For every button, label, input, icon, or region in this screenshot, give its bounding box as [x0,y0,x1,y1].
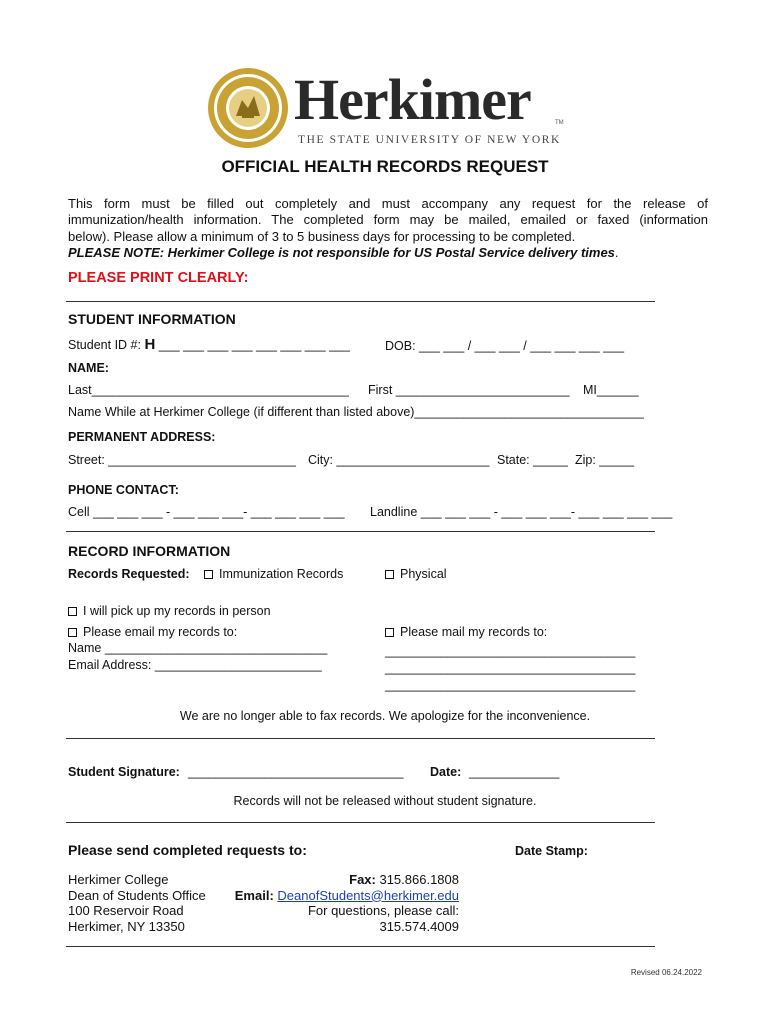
email-label: Email: [234,887,274,903]
pickup-option[interactable] [68,604,271,618]
fax-line [200,872,459,888]
checkbox-icon[interactable] [68,607,77,616]
checkbox-icon[interactable] [385,570,394,579]
divider [66,946,655,947]
mail-address-line-1[interactable]: ____________________________________ [385,644,636,658]
questions-text: For questions, please call: [307,903,459,918]
logo-tagline: THE STATE UNIVERSITY OF NEW YORK [298,134,561,146]
logo [206,64,566,154]
student-id-prefix: H [144,336,156,353]
email-option[interactable] [68,625,237,639]
intro-line-3: below). Please allow a minimum of 3 to 5 business days for processing to be completed. [68,228,576,244]
divider [66,531,655,532]
student-id-blanks: ___ ___ ___ ___ ___ ___ ___ ___ [158,338,350,352]
signature-field[interactable]: _______________________________ [188,765,404,779]
divider [66,301,655,302]
checkbox-icon[interactable] [68,628,77,637]
intro-line-2: immunization/health information. The completed form may be mailed, emailed or faxed (information [68,212,708,228]
immunization-label: Immunization Records [219,567,344,581]
page-title: OFFICIAL HEALTH RECORDS REQUEST [221,157,549,176]
mail-option-label: Please mail my records to: [400,625,548,639]
name-heading: NAME: [68,361,109,375]
physical-option[interactable] [385,567,447,581]
revised-date: Revised 06.24.2022 [630,968,702,977]
signature-note: Records will not be released without student signature. [233,794,537,808]
divider [66,822,655,823]
cell-field[interactable]: Cell ___ ___ ___ - ___ ___ ___- ___ ___ ___ ___ [68,505,345,519]
email-line [200,888,459,904]
address-line: Herkimer College [68,872,169,887]
intro-note-text: PLEASE NOTE: Herkimer College is not responsible for US Postal Service delivery times [68,245,615,261]
address-line: Herkimer, NY 13350 [68,918,185,934]
date-field[interactable]: _____________ [469,765,560,779]
logo-wordmark: Herkimer [294,67,531,132]
records-requested-label: Records Requested: [68,567,190,581]
zip-field[interactable]: Zip: _____ [575,453,635,467]
phone-heading: PHONE CONTACT: [68,483,179,497]
checkbox-icon[interactable] [204,570,213,579]
mail-address-line-3[interactable]: ____________________________________ [385,678,636,692]
last-name-field[interactable]: Last_____________________________________ [68,383,349,397]
city-field[interactable]: City: ______________________ [308,453,490,467]
state-field[interactable]: State: _____ [497,453,568,467]
intro-note-end: . [614,245,619,261]
date-stamp-label: Date Stamp: [515,844,588,858]
intro-note [68,245,708,261]
street-field[interactable]: Street: ___________________________ [68,453,296,467]
email-option-label: Please email my records to: [83,625,238,639]
address-heading: PERMANENT ADDRESS: [68,430,216,444]
fax-number: 315.866.1808 [375,872,459,887]
divider [66,738,655,739]
pickup-label: I will pick up my records in person [83,604,271,618]
intro-line-1: This form must be filled out completely and must accompany any request for the release of [68,196,708,211]
email-name-field[interactable]: Name ________________________________ [68,641,328,655]
checkbox-icon[interactable] [385,628,394,637]
intro-text [68,196,708,262]
send-heading: Please send completed requests to: [68,842,307,858]
address-line: 100 Reservoir Road [68,903,184,918]
dob-field[interactable]: DOB: ___ ___ / ___ ___ / ___ ___ ___ ___ [385,339,625,353]
contact-info [200,872,459,934]
student-id-label: Student ID #: [68,338,141,352]
address-line: Dean of Students Office [68,887,206,903]
phone-number: 315.574.4009 [379,918,459,934]
fax-note: We are no longer able to fax records. We apologize for the inconvenience. [179,709,591,723]
student-id-field[interactable] [68,336,350,353]
name-while-field[interactable]: Name While at Herkimer College (if different than listed above)_________________________________ [68,405,644,419]
email-link[interactable]: DeanofStudents@herkimer.edu [277,887,459,903]
logo-tm: TM [555,120,564,126]
email-address-field[interactable]: Email Address: ________________________ [68,658,322,672]
date-label: Date: [430,765,462,779]
signature-label: Student Signature: [68,765,180,779]
mail-option[interactable] [385,625,547,639]
mailing-address [68,872,206,934]
landline-field[interactable]: Landline ___ ___ ___ - ___ ___ ___- ___ ___ ___ ___ [370,505,673,519]
middle-initial-field[interactable]: MI______ [583,383,639,397]
physical-label: Physical [400,567,447,581]
immunization-option[interactable] [204,567,343,581]
first-name-field[interactable]: First _________________________ [368,383,570,397]
print-clearly-heading: PLEASE PRINT CLEARLY: [68,270,249,286]
herkimer-seal-icon [206,66,290,150]
fax-label: Fax: [349,872,376,887]
mail-address-line-2[interactable]: ____________________________________ [385,661,636,675]
student-info-heading: STUDENT INFORMATION [68,311,236,327]
record-info-heading: RECORD INFORMATION [68,543,231,559]
